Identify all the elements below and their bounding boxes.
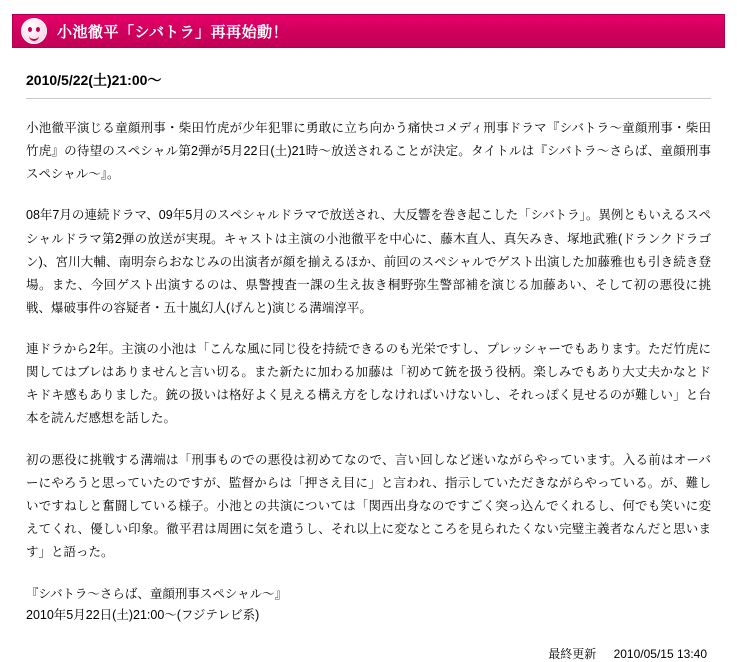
article-paragraph: 08年7月の連続ドラマ、09年5月のスペシャルドラマで放送され、大反響を巻き起こした「シバトラ」。異例ともいえるスペシャルドラマ第2弾の放送が実現。キャストは主演の小池徹平を中心に、藤木直人、真矢みき、塚地武雅(ドランクドラゴン)、宮川大輔、南明奈らおなじみの出演者が顔を揃えるほか、前回のスペシャルでゲスト出演した加藤雅也も引き続き登場。また、今回ゲスト出演するのは、県警捜査一課の生え抜き桐野弥生警部補を演じる加藤あい、そして初の悪役に挑戦、爆破事件の容疑者・五十嵐幻人(げんと)演じる溝端淳平。: [26, 208, 711, 315]
last-updated: [26, 645, 711, 662]
page-header-banner: [12, 14, 725, 48]
last-updated-value: 2010/05/15 13:40: [613, 646, 707, 661]
last-updated-label: 最終更新: [548, 646, 597, 661]
page-title: 小池徹平「シバトラ」再再始動！: [57, 23, 289, 41]
article-page: [0, 14, 737, 661]
program-info-block: [26, 584, 711, 627]
program-schedule: 2010年5月22日(土)21:00〜(フジテレビ系): [26, 608, 260, 623]
article-paragraph: 初の悪役に挑戦する溝端は「刑事ものでの悪役は初めてなので、言い回しなど迷いながらやっています。入る前はオーバーにやろうと思っていたのですが、監督からは「押さえ目に」と言われ、指示していただきながらやっている。が、難しいですねしと奮闘している様子。小池との共演については「関西出身なのですごく突っ込んでくれるし、何でも笑いに変えてくれ、優しい印象。徹平君は周囲に気を遣うし、それ以上に変なところを見られたくない完璧主義者なんだと思います」と語った。: [26, 452, 711, 559]
airdate-text: 2010/5/22(土)21:00〜: [26, 72, 162, 88]
smiley-face-icon: [21, 18, 47, 44]
article-paragraph: 連ドラから2年。主演の小池は「こんな風に同じ役を持続できるのも光栄ですし、プレッシャーでもあります。ただ竹虎に関してはブレはありませんと言い切る。また新たに加わる加藤は「初めて銃を扱う役柄。楽しみでもあり大丈夫かなとドキドキ感もありました。銃の扱いは格好よく見える構え方をしなければいけないし、それっぽく見せるのが難しい」と台本を読んだ感想を話した。: [26, 342, 711, 426]
program-title: 『シバトラ〜さらば、童顔刑事スペシャル〜』: [26, 587, 288, 602]
divider: [26, 98, 711, 99]
article-paragraph: 小池徹平演じる童顔刑事・柴田竹虎が少年犯罪に勇敢に立ち向かう痛快コメディ刑事ドラマ『シバトラ〜童顔刑事・柴田竹虎』の待望のスペシャル第2弾が5月22日(土)21時〜放送されることが決定。タイトルは『シバトラ〜さらば、童顔刑事スペシャル〜』。: [26, 121, 711, 182]
